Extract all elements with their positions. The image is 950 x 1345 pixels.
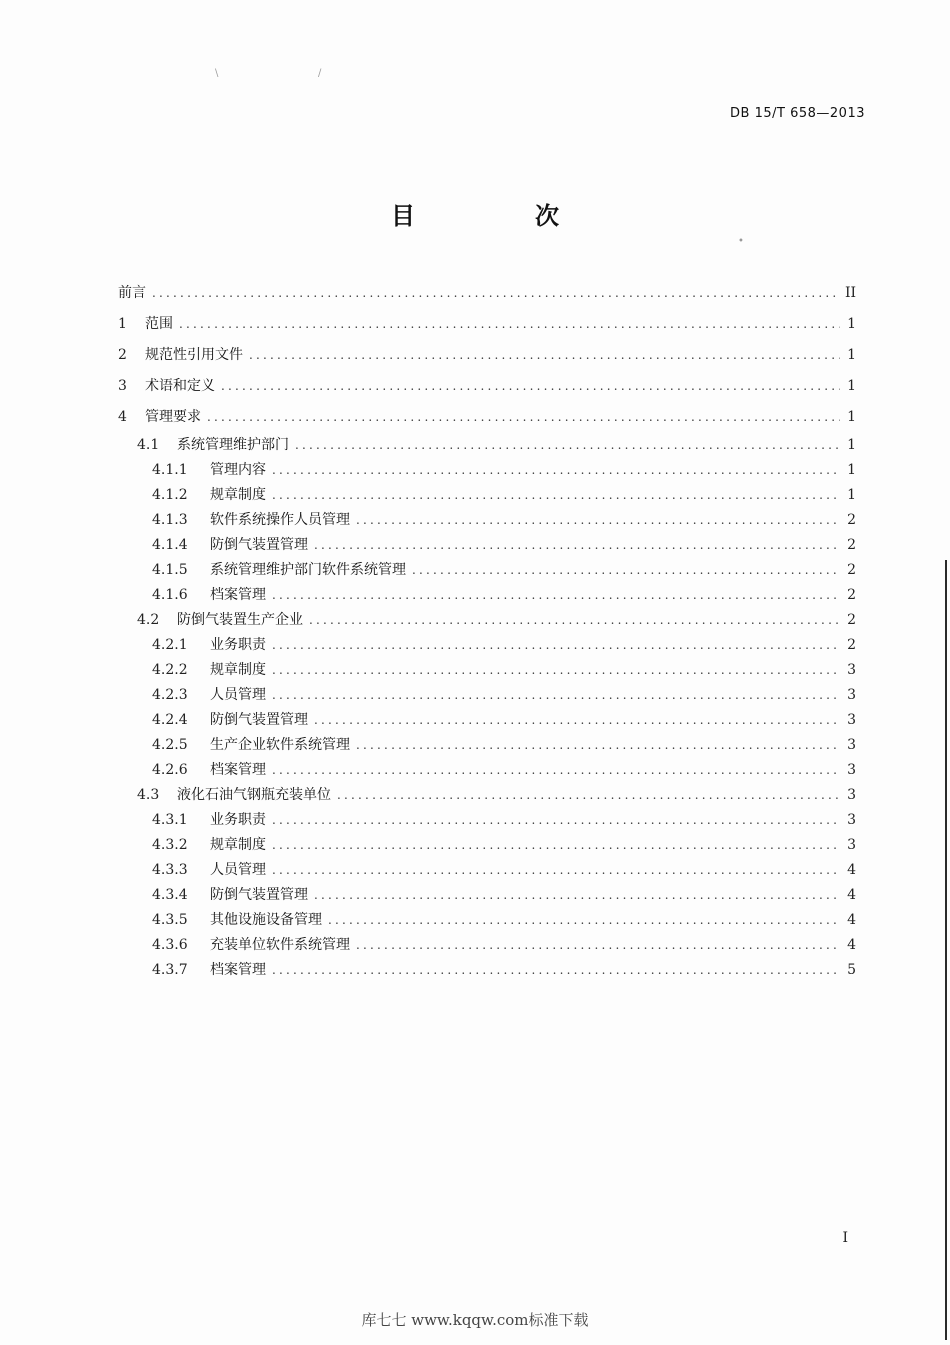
- toc-entry-label: 管理内容: [210, 462, 266, 478]
- toc-entry-number: 4.3.1: [152, 812, 188, 828]
- toc-dot-leader: [221, 371, 840, 402]
- toc-entry-page: 2: [847, 637, 856, 653]
- scan-speck: /: [318, 68, 322, 79]
- toc-entry-label: 生产企业软件系统管理: [210, 737, 350, 753]
- toc-dot-leader: [272, 683, 840, 708]
- toc-entry-label: 其他设施设备管理: [210, 912, 322, 928]
- toc-entry-number: 1: [118, 316, 127, 332]
- toc-entry-number: 4.3.5: [152, 912, 188, 928]
- toc-entry-number: 4.3.6: [152, 937, 188, 953]
- toc-entry-label: 业务职责: [210, 812, 266, 828]
- toc-entry-page: 4: [847, 862, 856, 878]
- toc-entry-number: 4.2.6: [152, 762, 188, 778]
- toc-entry-page: 3: [847, 662, 856, 678]
- toc-entry-page: 2: [847, 537, 856, 553]
- toc-dot-leader: [272, 583, 840, 608]
- toc-entry[interactable]: [118, 508, 856, 533]
- toc-entry-label: 前言: [118, 285, 146, 301]
- toc-entry[interactable]: [118, 458, 856, 483]
- toc-entry[interactable]: [118, 278, 856, 309]
- toc-dot-leader: [272, 808, 840, 833]
- toc-entry-number: 4.3.4: [152, 887, 188, 903]
- toc-dot-leader: [314, 708, 840, 733]
- toc-dot-leader: [337, 783, 840, 808]
- toc-entry-page: 4: [847, 887, 856, 903]
- toc-entry-page: 1: [847, 437, 856, 453]
- toc-dot-leader: [272, 633, 840, 658]
- scan-speck: •: [738, 236, 744, 247]
- toc-entry-label: 规章制度: [210, 487, 266, 503]
- toc-entry-label: 人员管理: [210, 687, 266, 703]
- toc-entry-number: 4.2.3: [152, 687, 188, 703]
- toc-dot-leader: [272, 483, 840, 508]
- toc-entry[interactable]: [118, 808, 856, 833]
- toc-entry[interactable]: [118, 483, 856, 508]
- toc-entry[interactable]: [118, 608, 856, 633]
- toc-dot-leader: [356, 508, 840, 533]
- toc-entry[interactable]: [118, 783, 856, 808]
- toc-dot-leader: [249, 340, 840, 371]
- toc-entry-label: 系统管理维护部门: [177, 437, 289, 453]
- toc-dot-leader: [272, 758, 840, 783]
- toc-entry-label: 人员管理: [210, 862, 266, 878]
- toc-dot-leader: [152, 278, 839, 309]
- toc-entry-page: 3: [847, 787, 856, 803]
- toc-dot-leader: [356, 933, 840, 958]
- toc-dot-leader: [295, 433, 840, 458]
- toc-dot-leader: [272, 958, 840, 983]
- toc-entry-label: 规章制度: [210, 837, 266, 853]
- table-of-contents: [118, 278, 856, 983]
- scan-speck: \: [215, 68, 219, 79]
- toc-entry-label: 防倒气装置生产企业: [177, 612, 303, 628]
- scan-edge-line: [945, 560, 947, 1340]
- toc-entry-label: 业务职责: [210, 637, 266, 653]
- toc-entry[interactable]: [118, 683, 856, 708]
- toc-entry-page: 5: [847, 962, 856, 978]
- toc-dot-leader: [272, 833, 840, 858]
- toc-entry-page: 3: [847, 712, 856, 728]
- toc-entry[interactable]: [118, 758, 856, 783]
- toc-entry-page: 2: [847, 512, 856, 528]
- toc-entry-page: 2: [847, 587, 856, 603]
- toc-entry[interactable]: [118, 583, 856, 608]
- toc-entry-label: 范围: [145, 316, 173, 332]
- toc-entry-number: 4.1.5: [152, 562, 188, 578]
- toc-dot-leader: [272, 858, 840, 883]
- standard-code: DB 15/T 658—2013: [730, 106, 865, 121]
- toc-entry-page: 1: [847, 347, 856, 363]
- toc-entry-number: 4.2.1: [152, 637, 188, 653]
- toc-entry[interactable]: [118, 371, 856, 402]
- toc-entry-number: 4.2.2: [152, 662, 188, 678]
- toc-entry[interactable]: [118, 633, 856, 658]
- toc-entry-label: 规范性引用文件: [145, 347, 243, 363]
- toc-entry-label: 系统管理维护部门软件系统管理: [210, 562, 406, 578]
- toc-entry-label: 充装单位软件系统管理: [210, 937, 350, 953]
- toc-entry-label: 管理要求: [145, 409, 201, 425]
- toc-entry[interactable]: [118, 933, 856, 958]
- toc-entry-page: 3: [847, 812, 856, 828]
- toc-entry[interactable]: [118, 658, 856, 683]
- toc-entry-number: 4.1.6: [152, 587, 188, 603]
- watermark-text: 库七七 www.kqqw.com标准下载: [361, 1311, 589, 1329]
- toc-entry-number: 4.1.4: [152, 537, 188, 553]
- toc-entry-page: 1: [847, 462, 856, 478]
- toc-entry[interactable]: [118, 958, 856, 983]
- toc-entry-label: 术语和定义: [145, 378, 215, 394]
- toc-entry-page: 1: [847, 487, 856, 503]
- toc-entry-page: 2: [847, 612, 856, 628]
- toc-dot-leader: [309, 608, 840, 633]
- toc-entry-number: 4.1.3: [152, 512, 188, 528]
- toc-entry[interactable]: [118, 908, 856, 933]
- toc-entry-label: 规章制度: [210, 662, 266, 678]
- toc-dot-leader: [328, 908, 840, 933]
- toc-entry[interactable]: [118, 558, 856, 583]
- toc-entry-label: 档案管理: [210, 962, 266, 978]
- toc-entry-page: 3: [847, 837, 856, 853]
- toc-entry[interactable]: [118, 883, 856, 908]
- toc-entry-number: 4.1: [137, 437, 160, 453]
- toc-entry-page: 3: [847, 762, 856, 778]
- toc-entry-label: 档案管理: [210, 587, 266, 603]
- toc-entry-label: 防倒气装置管理: [210, 537, 308, 553]
- toc-dot-leader: [356, 733, 840, 758]
- toc-entry-page: 3: [847, 737, 856, 753]
- toc-entry-page: 1: [847, 378, 856, 394]
- toc-entry-number: 4.1.1: [152, 462, 188, 478]
- toc-entry[interactable]: [118, 858, 856, 883]
- toc-entry-page: 3: [847, 687, 856, 703]
- toc-entry[interactable]: [118, 309, 856, 340]
- toc-entry-number: 4.2: [137, 612, 160, 628]
- toc-dot-leader: [314, 533, 840, 558]
- toc-entry-page: 4: [847, 912, 856, 928]
- toc-entry-label: 软件系统操作人员管理: [210, 512, 350, 528]
- toc-entry[interactable]: [118, 833, 856, 858]
- toc-entry-page: 2: [847, 562, 856, 578]
- toc-entry-number: 4.3.2: [152, 837, 188, 853]
- toc-entry-number: 3: [118, 378, 127, 394]
- toc-dot-leader: [179, 309, 840, 340]
- toc-entry-label: 防倒气装置管理: [210, 887, 308, 903]
- toc-entry-label: 液化石油气钢瓶充装单位: [177, 787, 331, 803]
- toc-entry[interactable]: [118, 533, 856, 558]
- toc-dot-leader: [272, 658, 840, 683]
- toc-dot-leader: [412, 558, 840, 583]
- toc-entry-number: 4.3.3: [152, 862, 188, 878]
- toc-entry-page: 1: [847, 316, 856, 332]
- toc-entry-page: 4: [847, 937, 856, 953]
- toc-entry-label: 防倒气装置管理: [210, 712, 308, 728]
- toc-entry-page: 1: [847, 409, 856, 425]
- page-title: 目 次: [391, 202, 607, 230]
- toc-entry-number: 4.2.4: [152, 712, 188, 728]
- page-number: I: [842, 1230, 848, 1246]
- toc-entry-page: II: [844, 285, 856, 301]
- toc-entry[interactable]: [118, 708, 856, 733]
- toc-dot-leader: [314, 883, 840, 908]
- toc-entry-number: 4.3: [137, 787, 160, 803]
- toc-entry-number: 2: [118, 347, 127, 363]
- toc-entry[interactable]: [118, 733, 856, 758]
- toc-entry[interactable]: [118, 402, 856, 433]
- toc-dot-leader: [272, 458, 840, 483]
- toc-entry-number: 4: [118, 409, 127, 425]
- toc-entry[interactable]: [118, 433, 856, 458]
- toc-entry[interactable]: [118, 340, 856, 371]
- toc-entry-number: 4.2.5: [152, 737, 188, 753]
- toc-dot-leader: [207, 402, 840, 433]
- toc-entry-number: 4.1.2: [152, 487, 188, 503]
- toc-entry-label: 档案管理: [210, 762, 266, 778]
- toc-entry-number: 4.3.7: [152, 962, 188, 978]
